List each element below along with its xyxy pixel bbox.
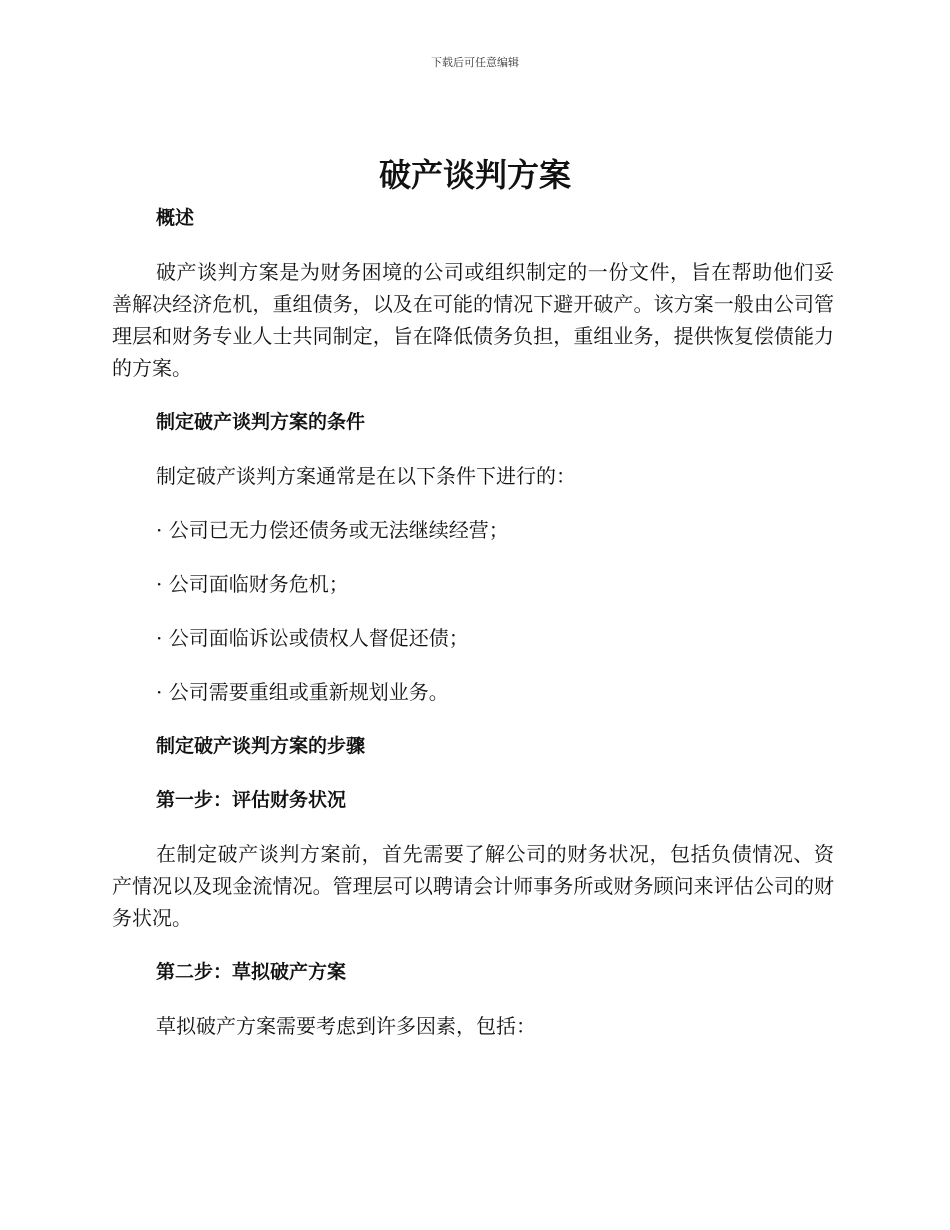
list-item: · 公司需要重组或重新规划业务。 (156, 680, 449, 704)
list-item: · 公司面临诉讼或债权人督促还债； (156, 626, 469, 650)
step1-paragraph: 在制定破产谈判方案前，首先需要了解公司的财务状况，包括负债情况、资产情况以及现金流情况。管理层可以聘请会计师事务所或财务顾问来评估公司的财务状况。 (112, 842, 834, 930)
list-item: · 公司面临财务危机； (156, 572, 349, 596)
document-body (112, 202, 834, 1042)
step1-heading: 第一步：评估财务状况 (156, 789, 347, 811)
header-note: 下载后可任意编辑 (431, 56, 519, 69)
step2-heading: 第二步：草拟破产方案 (156, 961, 347, 983)
document-title: 破产谈判方案 (378, 156, 571, 194)
list-item: · 公司已无力偿还债务或无法继续经营； (156, 518, 509, 542)
overview-paragraph: 破产谈判方案是为财务困境的公司或组织制定的一份文件，旨在帮助他们妥善解决经济危机，重组债务，以及在可能的情况下避开破产。该方案一般由公司管理层和财务专业人士共同制定，旨在降低债务负担，重组业务，提供恢复偿债能力的方案。 (112, 260, 834, 380)
section-heading-overview: 概述 (156, 207, 195, 229)
section-heading-steps: 制定破产谈判方案的步骤 (156, 735, 366, 757)
section-heading-conditions: 制定破产谈判方案的条件 (156, 411, 366, 433)
conditions-intro: 制定破产谈判方案通常是在以下条件下进行的： (156, 464, 576, 488)
step2-paragraph: 草拟破产方案需要考虑到许多因素，包括： (156, 1014, 536, 1038)
